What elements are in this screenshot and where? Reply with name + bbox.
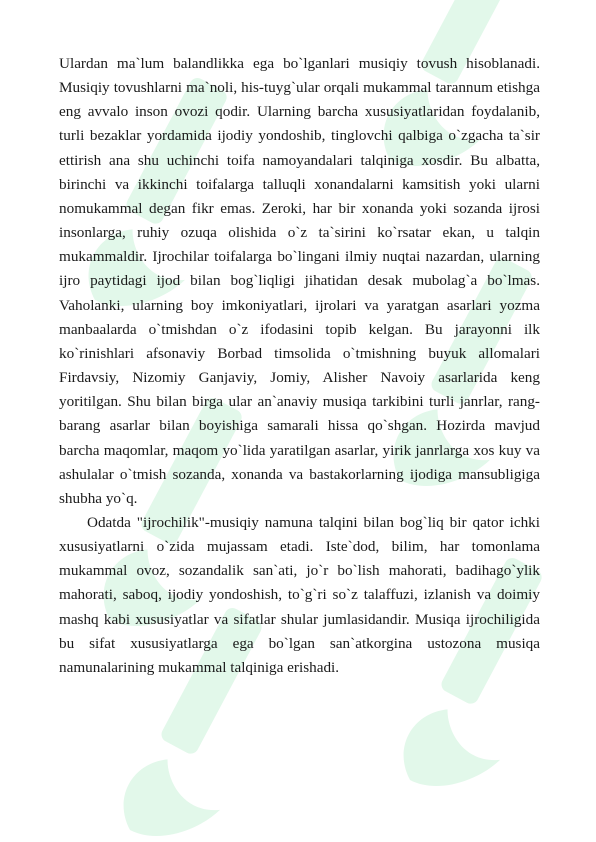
- paragraph-2: Odatda "ijrochilik"-musiqiy namuna talqini bilan bog`liq bir qator ichki xususiyatlarni o`zida mujassam etadi. Iste`dod, bilim, har tomonlama mukammal ovoz, sozandalik san`ati, jo`r bo`lish mahorati, badihago`ylik mahorati, saboq, ijodiy yondoshish, to`g`ri so`z talaffuzi, izlanish va doimiy mashq kabi xususiyatlar va sifatlar shular jumlasidandir. Musiqa ijrochiligida bu sifat xususiyatlarga ega bo`lgan san`atkorgina ustozona musiqa namunalarining mukammal talqiniga erishadi.: [59, 513, 540, 676]
- document-page: [59, 52, 540, 680]
- paragraph-1: Ulardan ma`lum balandlikka ega bo`lganlari musiqiy tovush hisoblanadi. Musiqiy tovushlarni ma`noli, his-tuyg`ular orqali mukammal tarannum etishga eng avvalo inson ovozi qodir. Ularning barcha xususiyatlaridan foydalanib, turli bezaklar yordamida ijodiy yondoshib, tinglovchi qalbiga o`zgacha ta`sir ettirish ana shu uchinchi toifa namoyandalari talqiniga xosdir. Bu albatta, birinchi va ikkinchi toifalarga talluqli xonandalarni kamsitish yoki ularni nomukammal degan fikr emas. Zeroki, har bir xonanda yoki sozanda ijrosi insonlarga, ruhiy ozuqa olishida o`z ta`sirini ko`rsatar ekan, u talqin mukammaldir. Ijrochilar toifalarga bo`lingani ilmiy nuqtai nazardan, ularning ijro paytidagi ijod bilan bog`liqligi jihatidan desak mubolag`a bo`lmas. Vaholanki, ularning boy imkoniyatlari, ijrolari va yaratgan asarlari yozma manbaalarda o`tmishdan o`z ifodasini topib kelgan. Bu jarayonni ilk ko`rinishlari afsonaviy Borbad timsolida o`tmishning buyuk allomalari Firdavsiy, Nizomiy Ganjaviy, Jomiy, Alisher Navoiy asarlarida keng yoritilgan. Shu bilan birga ular an`anaviy musiqa tarkibini turli janrlar, rang-barang asarlar bilan boyishiga samarali hissa qo`shgan. Hozirda mavjud barcha maqomlar, maqom yo`lida yaratilgan asarlar, yirik janrlarga xos kuy va ashulalar o`tmish sozanda, xonanda va bastakorlarning ijodiga mansubligiga shubha yo`q.: [59, 55, 540, 507]
